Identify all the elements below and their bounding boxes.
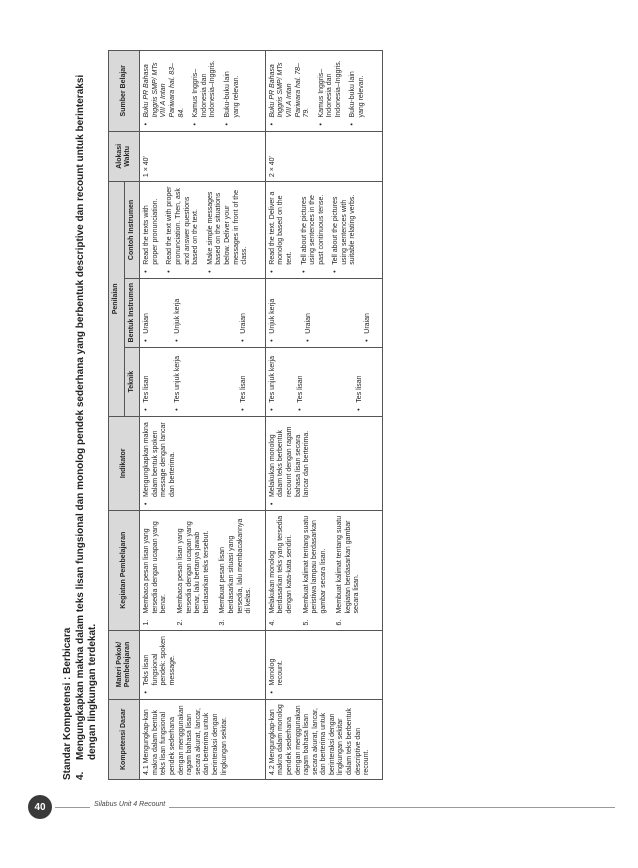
sumber-item: • Buku-buku lain yang relevan.	[349, 55, 366, 118]
teknik-item: • Tes unjuk kerja	[269, 352, 278, 403]
teknik-item: • Tes lisan	[356, 352, 365, 403]
bentuk-item: • Uraian	[305, 283, 314, 334]
bentuk-item: • Uraian	[143, 283, 152, 334]
bentuk-item: • Unjuk kerja	[174, 283, 183, 334]
indikator-item: • Mengungkapkan makna dalam bentuk spoken message dengan lancar dan berterima.	[143, 421, 177, 497]
header-kegiatan: Kegiatan Pembelajaran	[109, 510, 140, 630]
standard-competency	[62, 50, 99, 780]
contoh-item: • Make simple messages based on the situations below. Deliver your messages in front of the class.	[207, 186, 250, 265]
teknik-item: • Tes unjuk kerja	[174, 352, 183, 403]
teknik-item: • Tes lisan	[297, 352, 306, 403]
syllabus-table	[108, 50, 383, 780]
kompetensi-cell: 4.2 Mengungkap-kan makna dalam monolog pendek sederhana dengan menggunakan ragam bahasa lisan secara akurat, lancar, dan berterima untuk berinteraksi dengan lingkungan sekitar dalam teks berbentuk descriptive dan recount.	[265, 699, 382, 779]
kompetensi-cell: 4.1 Mengungkap-kan makna dalam bentuk teks lisan fungsional pendek sederhana dengan menggunakan ragam bahasa lisan secara akurat, lancar, dan berterima untuk berinteraksi dengan lingkungan sekitar.	[140, 699, 266, 779]
bentuk-item: • Unjuk kerja	[269, 283, 278, 334]
sumber-item: • Buku-buku lain yang relevan.	[224, 55, 241, 118]
materi-item: • Teks lisan fungsional pendek: spoken message.	[143, 635, 177, 686]
contoh-item: • Read the text with proper pronunciation. Then, ask and answer questions based on the text.	[166, 186, 200, 265]
sumber-item: • Kamus Inggris–Indonesia dan Indonesia–Inggris.	[192, 55, 218, 118]
sumber-item: • Buku PR Bahasa Inggris SMP/ MTs VIII A Intan Pariwara hal. 83–84.	[143, 55, 186, 118]
contoh-item: • Read the texts with proper pronunciation.	[143, 186, 160, 265]
materi-item: • Monolog recount.	[269, 635, 286, 686]
kegiatan-item: 1. Membaca pesan lisan yang tersedia dengan ucapan yang benar.	[143, 521, 168, 626]
alokasi-cell: 2 × 40'	[265, 131, 382, 182]
alokasi-cell: 1 × 40'	[140, 131, 266, 182]
standard-label: Standar Kompetensi :	[62, 676, 73, 780]
header-kompetensi: Kompetensi Dasar	[109, 699, 140, 779]
standard-skill: Berbicara	[62, 627, 73, 674]
header-alokasi: Alokasi Waktu	[109, 131, 140, 182]
standard-text: Mengungkapkan makna dalam teks lisan fungsional dan monolog pendek sederhana yang berbentuk descriptive dan recount untuk berinteraksi dengan lingkungan terdekat.	[75, 74, 98, 760]
kegiatan-item: 2. Membaca pesan lisan yang tersedia dengan ucapan yang benar, lalu bertanya jawab berdasarkan teks tersebut.	[176, 521, 210, 626]
kegiatan-item: 4. Melakukan monolog berdasarkan teks yang tersedia dengan kata-kata sendiri.	[268, 515, 293, 626]
sumber-item: • Buku PR Bahasa Inggris SMP/ MTs VIII A Intan Pariwara hal. 78–79.	[269, 55, 312, 118]
table-row	[140, 51, 266, 780]
header-contoh: Contoh Instrumen	[124, 182, 140, 279]
footer-caption: Silabus Unit 4 Recount	[90, 801, 169, 808]
header-indikator: Indikator	[109, 416, 140, 510]
header-sumber: Sumber Belajar	[109, 51, 140, 132]
contoh-item: • Tell about the pictures using sentences with suitable relating verbs.	[332, 186, 358, 265]
teknik-item: • Tes lisan	[240, 352, 249, 403]
page-number-badge: 40	[28, 795, 52, 819]
kegiatan-item: 6. Membuat kalimat tentang suatu kegiatan berdasarkan gambar secara lisan.	[336, 515, 361, 626]
page-gutter	[0, 0, 46, 868]
header-bentuk: Bentuk Instrumen	[124, 278, 140, 347]
rotated-content	[62, 50, 622, 780]
indikator-item: • Melakukan monolog dalam teks berbentuk recount dengan ragam bahasa lisan secara lancar dan berterima.	[269, 421, 312, 497]
table-row	[265, 51, 382, 780]
header-penilaian: Penilaian	[109, 182, 125, 417]
standard-number: 4.	[75, 771, 86, 780]
bentuk-item: • Uraian	[364, 283, 373, 334]
contoh-item: • Tell about the pictures using sentences in the past continuous tense.	[301, 186, 327, 265]
contoh-item: • Read the text. Deliver a monolog based on the text.	[269, 186, 295, 265]
header-teknik: Teknik	[124, 347, 140, 416]
header-materi: Materi Pokok/ Pembelajaran	[109, 630, 140, 699]
teknik-item: • Tes lisan	[143, 352, 152, 403]
kegiatan-item: 5. Membuat kalimat tentang suatu peristiwa lampau berdasarkan gambar secara lisan.	[302, 515, 327, 626]
sumber-item: • Kamus Inggris–Indonesia dan Indonesia–Inggris.	[318, 55, 344, 118]
kegiatan-item: 3. Membuat pesan lisan berdasarkan situasi yang tersedia, lalu membacakannya di kelas.	[219, 518, 253, 626]
bentuk-item: • Uraian	[240, 283, 249, 334]
